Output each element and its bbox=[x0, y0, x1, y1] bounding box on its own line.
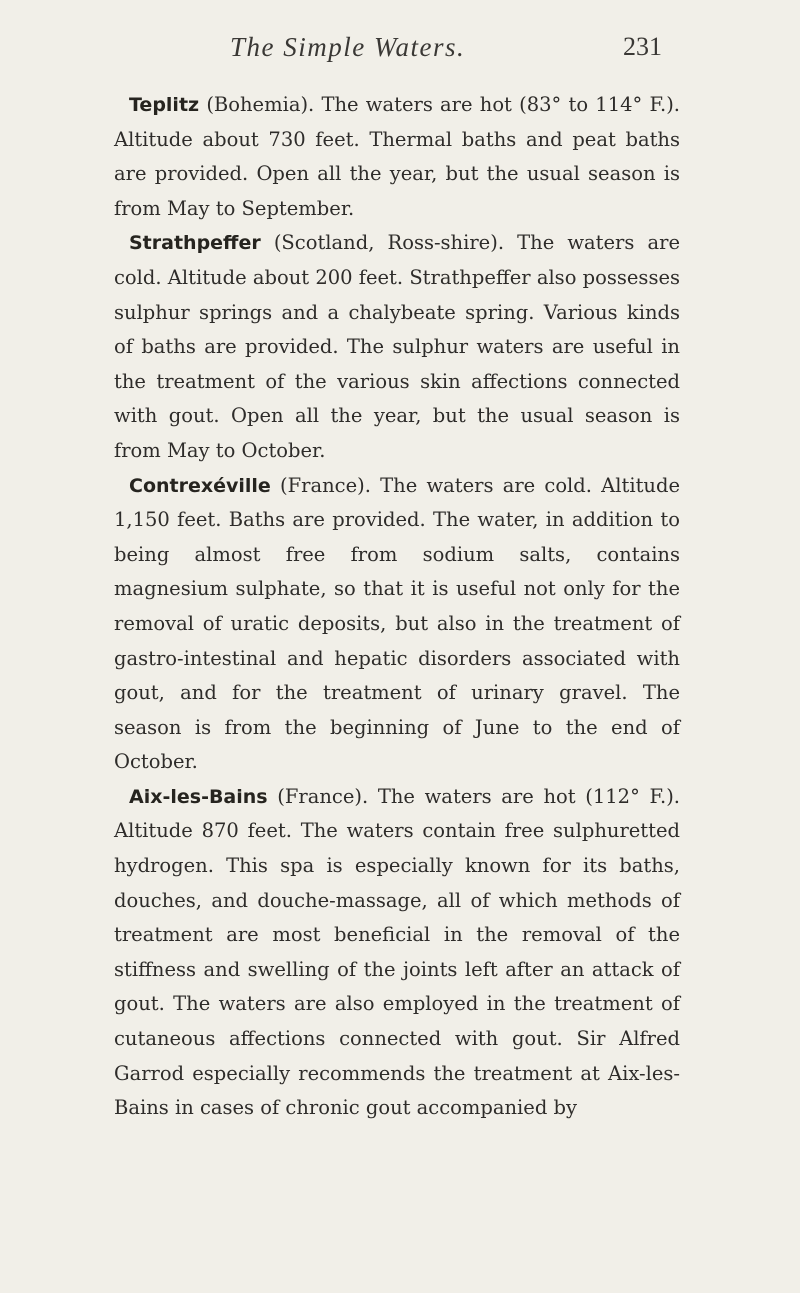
running-title: The Simple Waters. bbox=[230, 32, 466, 62]
entry-name: Contrexéville bbox=[129, 474, 271, 497]
entry-name: Strathpeffer bbox=[129, 232, 261, 255]
page-number: 231 bbox=[623, 32, 662, 61]
entry-contrexeville bbox=[114, 469, 680, 780]
entry-text: (France). The waters are hot (112° F.). Altitude 870 feet. The waters contain free sulphuretted hydrogen. This spa is especially known for its baths, douches, and douche-massage, all of which methods of treatment are most beneficial in the removal of the stiffness and swelling of the joints left after an attack of gout. The waters are also employed in the treatment of cutaneous affections connected with gout. Sir Alfred Garrod especially recommends the treatment at Aix-les-Bains in cases of chronic gout accompanied by bbox=[114, 784, 680, 1120]
entry-aix-les-bains bbox=[114, 780, 680, 1126]
entry-name: Teplitz bbox=[129, 94, 200, 116]
running-head bbox=[0, 26, 800, 66]
entry-text: (France). The waters are cold. Altitude 1,150 feet. Baths are provided. The water, in addition to being almost free from sodium salts, contains magnesium sulphate, so that it is useful not only for the removal of uratic deposits, but also in the treatment of gastro-intestinal and hepatic disorders associated with gout, and for the treatment of urinary gravel. The season is from the beginning of June to the end of October. bbox=[114, 473, 680, 774]
entry-text: (Scotland, Ross-shire). The waters are cold. Altitude about 200 feet. Strathpeffer also possesses sulphur springs and a chalybeate spring. Various kinds of baths are provided. The sulphur waters are useful in the treatment of the various skin affections connected with gout. Open all the year, but the usual season is from May to October. bbox=[114, 231, 680, 462]
body-text bbox=[114, 88, 680, 1126]
entry-text: (Bohemia). The waters are hot (83° to 114° F.). Altitude about 730 feet. Thermal baths and peat baths are provided. Open all the year, but the usual season is from May to September. bbox=[114, 93, 680, 220]
entry-strathpeffer bbox=[114, 226, 680, 468]
entry-teplitz bbox=[114, 88, 680, 226]
entry-name: Aix-les-Bains bbox=[129, 785, 268, 808]
